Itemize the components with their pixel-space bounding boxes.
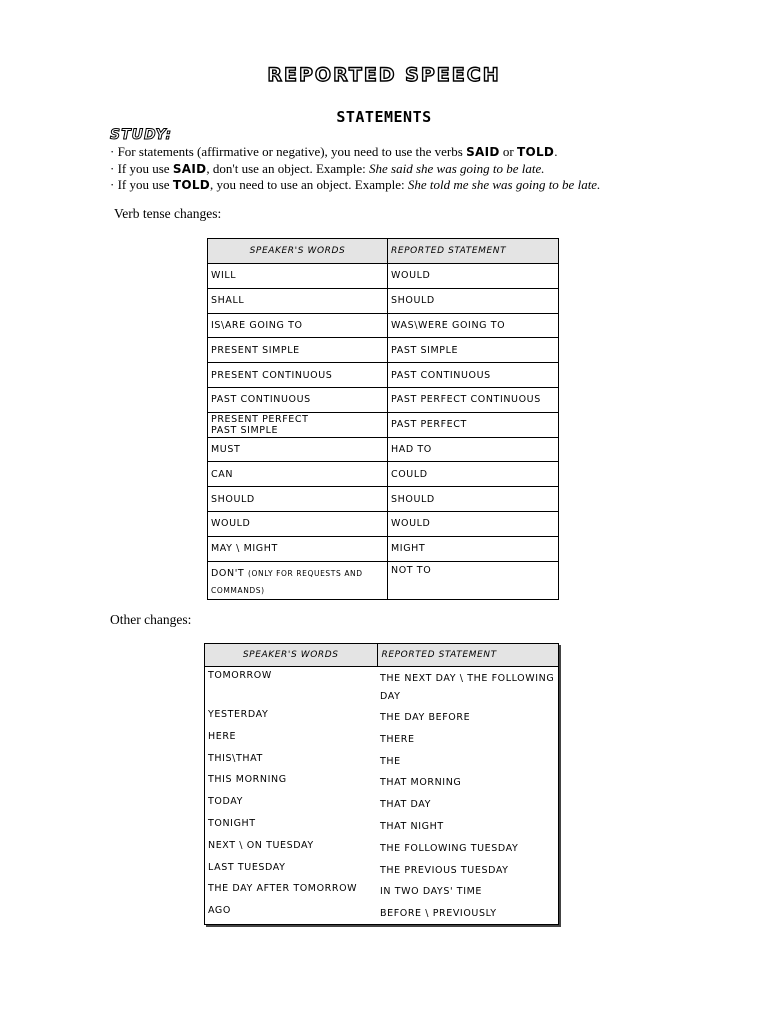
keyword-said: SAID <box>466 145 500 159</box>
table-row: PRESENT CONTINUOUS PAST CONTINUOUS <box>208 363 559 388</box>
table-row: WOULD WOULD <box>208 511 559 536</box>
other-section-label: Other changes: <box>110 612 192 627</box>
table-row: AGO BEFORE \ PREVIOUSLY <box>208 905 497 920</box>
table-row: CAN COULD <box>208 462 559 487</box>
keyword-told: TOLD <box>516 145 555 159</box>
table-header-row <box>208 239 559 264</box>
bullet-2: · If you use SAID, don't use an object. Example: She said she was going to be late. <box>110 160 545 176</box>
table-row: HERE THERE <box>208 730 415 745</box>
other-changes-table <box>204 643 559 925</box>
usage-note: (ONLY FOR REQUESTS AND COMMANDS) <box>211 568 363 595</box>
page-title: REPORTED SPEECH <box>267 64 501 86</box>
example-text: She said she was going to be late. <box>369 160 545 176</box>
example-text: She told me she was going to be late. <box>407 177 601 192</box>
table-row: TONIGHT THAT NIGHT <box>208 817 444 832</box>
table-row: SHOULD SHOULD <box>208 487 559 512</box>
table-row: MAY \ MIGHT MIGHT <box>208 536 559 561</box>
table-row: THIS MORNING THAT MORNING <box>208 774 462 789</box>
header-speakers-words: SPEAKER'S WORDS <box>205 644 378 667</box>
table-row: PAST CONTINUOUS PAST PERFECT CONTINUOUS <box>208 387 559 412</box>
table-row: WILL WOULD <box>208 264 559 289</box>
bullet-1: · For statements (affirmative or negative), you need to use the verbs SAID or TOLD. <box>110 144 558 159</box>
header-reported-statement: REPORTED STATEMENT <box>388 239 559 264</box>
table-row: IS\ARE GOING TO WAS\WERE GOING TO <box>208 313 559 338</box>
table-row: SHALL SHOULD <box>208 288 559 313</box>
table-row: DON'T (ONLY FOR REQUESTS AND COMMANDS) NOT TO <box>208 561 559 599</box>
table-row: PRESENT SIMPLE PAST SIMPLE <box>208 338 559 363</box>
table-row: MUST HAD TO <box>208 437 559 462</box>
table-row: YESTERDAY THE DAY BEFORE <box>208 709 471 723</box>
table-row: THIS\THAT THE <box>208 752 401 767</box>
study-label: STUDY: <box>110 127 173 143</box>
table-row: PRESENT PERFECT PAST SIMPLE PAST PERFECT <box>208 412 559 437</box>
verb-section-label: Verb tense changes: <box>114 206 222 221</box>
table-row: THE DAY AFTER TOMORROW IN TWO DAYS' TIME <box>208 883 482 898</box>
keyword-said: SAID <box>172 161 207 176</box>
header-speakers-words: SPEAKER'S WORDS <box>208 239 388 264</box>
study-bullets <box>110 144 750 194</box>
verb-tense-table <box>207 238 559 600</box>
table-header-row <box>205 644 559 667</box>
table-row: TOMORROW THE NEXT DAY \ THE FOLLOWING DAY <box>208 670 555 702</box>
table-row: LAST TUESDAY THE PREVIOUS TUESDAY <box>208 861 509 876</box>
keyword-told: TOLD <box>172 178 211 192</box>
table-row: NEXT \ ON TUESDAY THE FOLLOWING TUESDAY <box>208 839 519 854</box>
bullet-3: · If you use TOLD, you need to use an object. Example: She told me she was going to be late. <box>110 177 601 192</box>
page-subtitle: STATEMENTS <box>336 108 432 126</box>
table-row: TODAY THAT DAY <box>208 796 432 811</box>
header-reported-statement: REPORTED STATEMENT <box>377 644 559 667</box>
